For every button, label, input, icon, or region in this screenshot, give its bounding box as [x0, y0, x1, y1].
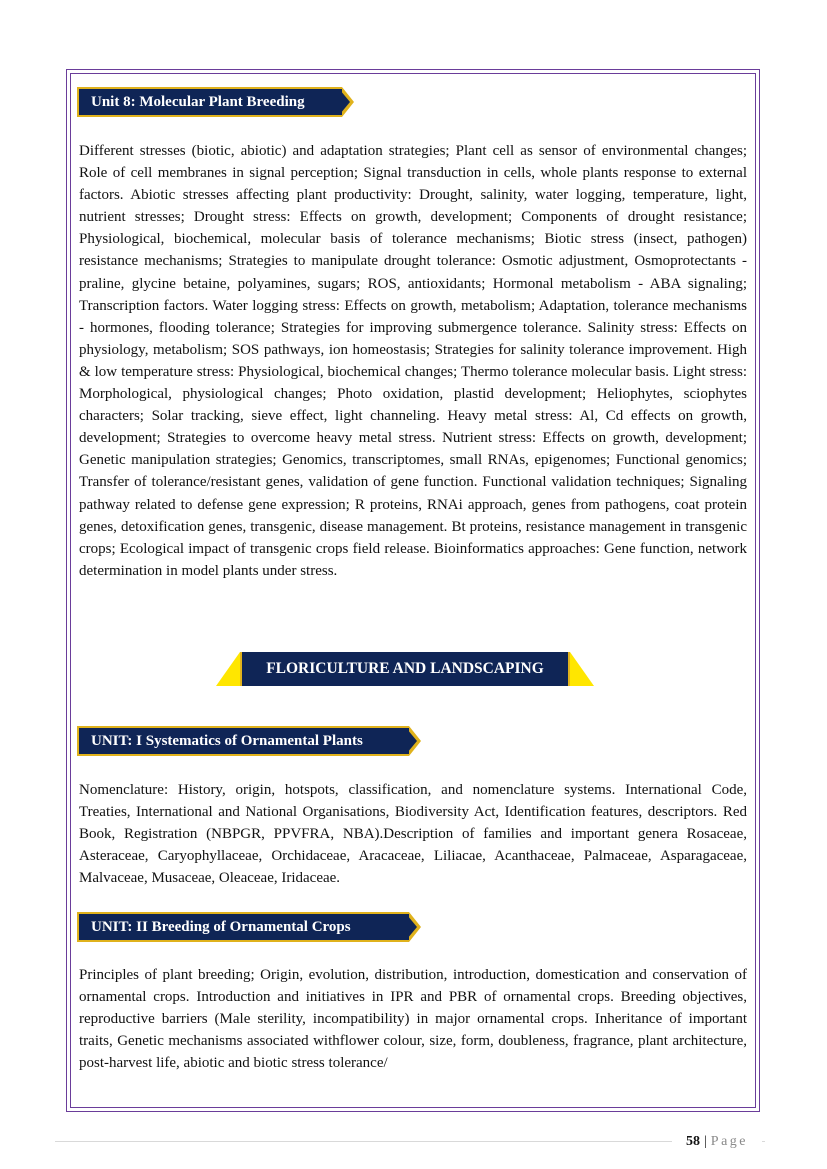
unit-1-body: Nomenclature: History, origin, hotspots, classification, and nomenclature systems. International Code, Treaties, International and National Organisations, Biodiversity Act, Identification features, descriptors. Red Book, Registration (NBPGR, PPVFRA, NBA).Description of families and important genera Rosaceae, Asteraceae, Caryophyllaceae, Orchidaceae, Aracaceae, Liliacae, Acanthaceae, Palmaceae, Asparagaceae, Malvaceae, Musaceae, Oleaceae, Iridaceae. — [79, 782, 747, 887]
section-title: FLORICULTURE AND LANDSCAPING — [240, 652, 570, 686]
heading-arrow-icon — [409, 912, 421, 942]
page-label: Page — [710, 1134, 749, 1149]
heading-arrow-icon — [409, 726, 421, 756]
banner-left-accent — [216, 652, 240, 686]
page-number-value: 58 — [685, 1134, 700, 1149]
unit-2-body: Principles of plant breeding; Origin, evolution, distribution, introduction, domestication and conservation of ornamental crops. Introduction and initiatives in IPR and PBR of ornamental crops. Breeding objectives, reproductive barriers (Male sterility, incompatibility) in major ornamental crops. Inheritance of important traits, Genetic mechanisms associated withflower colour, size, form, doubleness, fragrance, plant architecture, post-harvest life, abiotic and biotic stress tolerance/ — [79, 967, 747, 1072]
footer-rule — [55, 1141, 765, 1142]
unit-2-heading — [77, 912, 421, 942]
unit-8-heading — [77, 87, 354, 117]
unit-8-heading-label: Unit 8: Molecular Plant Breeding — [77, 87, 342, 117]
unit-1-heading-label: UNIT: I Systematics of Ornamental Plants — [77, 726, 409, 756]
banner-right-accent — [570, 652, 594, 686]
heading-arrow-icon — [342, 87, 354, 117]
page-number-separator: | — [703, 1134, 707, 1149]
unit-2-heading-label: UNIT: II Breeding of Ornamental Crops — [77, 912, 409, 942]
unit-1-heading — [77, 726, 421, 756]
page-number — [672, 1133, 762, 1151]
unit-8-body: Different stresses (biotic, abiotic) and adaptation strategies; Plant cell as sensor of environmental changes; Role of cell membranes in signal perception; Signal transduction in cells, whole plants response to external factors. Abiotic stresses affecting plant productivity: Drought, salinity, water logging, temperature, light, nutrient stresses; Drought stress: Effects on growth, development; Components of drought resistance; Physiological, biochemical, molecular basis of tolerance mechanisms; Biotic stress (insect, pathogen) resistance mechanisms; Strategies to manipulate drought tolerance: Osmotic adjustment, Osmoprotectants - praline, glycine betaine, polyamines, sugars; ROS, antioxidants; Hormonal metabolism - ABA signaling; Transcription factors. Water logging stress: Effects on growth, metabolism; Adaptation, tolerance mechanisms - hormones, flooding tolerance; Strategies for improving submergence tolerance. Salinity stress: Effects on physiology, metabolism; SOS pathways, ion homeostasis; Strategies for salinity tolerance improvement. High & low temperature stress: Physiological, biochemical changes; Thermo tolerance molecular basis. Light stress: Morphological, physiological changes; Photo oxidation, plastid development; Heliophytes, sciophytes characters; Solar tracking, sieve effect, light channeling. Heavy metal stress: Al, Cd effects on growth, development; Strategies to overcome heavy metal stress. Nutrient stress: Effects on growth, development; Genetic manipulation strategies; Genomics, transcriptomes, small RNAs, epigenomes; Functional genomics; Transfer of tolerance/resistant genes, validation of gene function. Functional validation techniques; Signaling pathway related to defense gene expression; R proteins, RNAi approach, genes from pathogens, coat protein genes, detoxification genes, transgenic, disease management. Bt proteins, resistance management in transgenic crops; Ecological impact of transgenic crops field release. Bioinformatics approaches: Gene function, network determination in model plants under stress. — [79, 143, 747, 579]
section-banner — [216, 652, 594, 687]
